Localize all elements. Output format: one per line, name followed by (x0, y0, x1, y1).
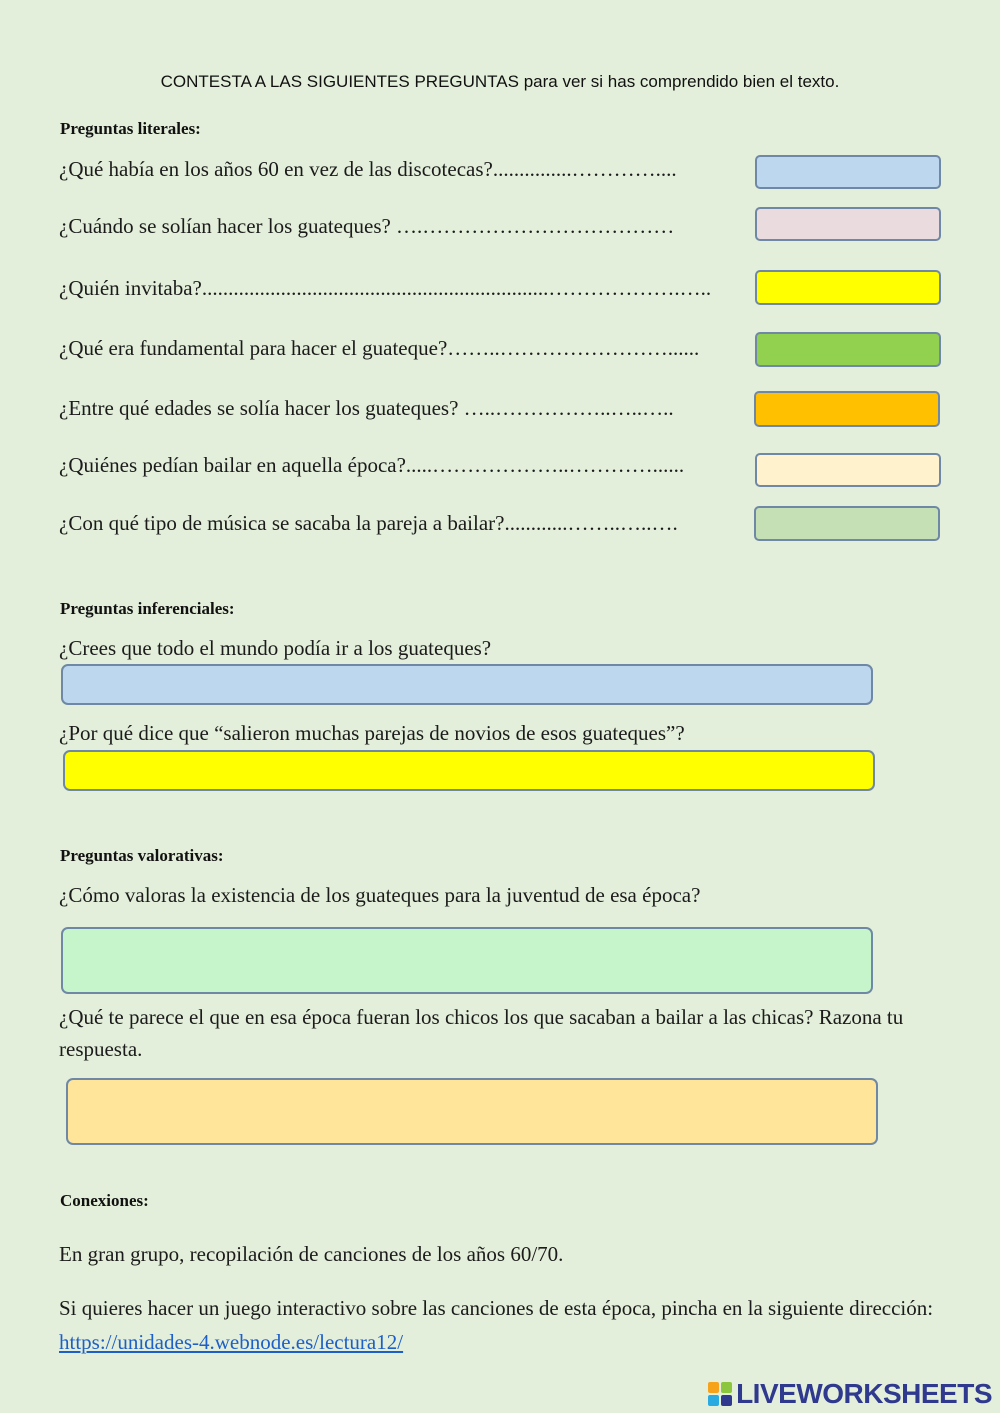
literal-answer-2[interactable] (755, 207, 941, 241)
logo-text: LIVEWORKSHEETS (736, 1378, 992, 1409)
literal-answer-4[interactable] (755, 332, 941, 367)
logo-mark-square (708, 1382, 719, 1393)
literal-question-2: ¿Cuándo se solían hacer los guateques? ….……………………………… (59, 214, 675, 238)
literal-question-1: ¿Qué había en los años 60 en vez de las discotecas?...............………….... (59, 157, 677, 181)
connections-paragraph-1: En gran grupo, recopilación de canciones de los años 60/70. (59, 1242, 564, 1266)
connections-heading: Conexiones: (60, 1191, 149, 1210)
literal-question-6: ¿Quiénes pedían bailar en aquella época?.....………………..…………...... (59, 453, 685, 477)
inferential-question-2: ¿Por qué dice que “salieron muchas parejas de novios de esos guateques”? (59, 721, 685, 745)
evaluative-heading: Preguntas valorativas: (60, 846, 224, 865)
logo-mark-square (721, 1395, 732, 1406)
literal-question-3: ¿Quién invitaba?..................................................................……………….….. (59, 276, 712, 300)
literal-heading: Preguntas literales: (60, 119, 201, 138)
evaluative-question-2: ¿Qué te parece el que en esa época fueran los chicos los que sacaban a bailar a las chicas? Razona tu respuesta. (59, 1005, 904, 1061)
logo-mark-square (708, 1395, 719, 1406)
literal-answer-3[interactable] (755, 270, 941, 305)
inferential-answer-2[interactable] (63, 750, 875, 791)
evaluative-question-1: ¿Cómo valoras la existencia de los guateques para la juventud de esa época? (59, 883, 701, 907)
liveworksheets-logo (708, 1377, 992, 1411)
literal-answer-6[interactable] (755, 453, 941, 487)
evaluative-answer-1[interactable] (61, 927, 873, 994)
literal-answer-7[interactable] (754, 506, 940, 541)
connections-paragraph-2-text: Si quieres hacer un juego interactivo sobre las canciones de esta época, pincha en la siguiente dirección: (59, 1296, 934, 1320)
connections-paragraph-2 (59, 1291, 949, 1359)
instructions: CONTESTA A LAS SIGUIENTES PREGUNTAS para ver si has comprendido bien el texto. (160, 72, 840, 91)
inferential-answer-1[interactable] (61, 664, 873, 705)
inferential-question-1: ¿Crees que todo el mundo podía ir a los guateques? (59, 636, 492, 660)
logo-mark-icon (708, 1382, 732, 1406)
evaluative-answer-2[interactable] (66, 1078, 878, 1145)
literal-answer-1[interactable] (755, 155, 941, 189)
song-game-link[interactable]: https://unidades-4.webnode.es/lectura12/ (59, 1330, 404, 1354)
literal-question-7: ¿Con qué tipo de música se sacaba la pareja a bailar?............……..…..…. (59, 511, 678, 535)
literal-question-4: ¿Qué era fundamental para hacer el guateque?……..……………………...... (59, 336, 700, 360)
literal-question-5: ¿Entre qué edades se solía hacer los guateques? …..……………..…..….. (59, 396, 674, 420)
literal-answer-5[interactable] (754, 391, 940, 427)
inferential-heading: Preguntas inferenciales: (60, 599, 235, 618)
logo-mark-square (721, 1382, 732, 1393)
